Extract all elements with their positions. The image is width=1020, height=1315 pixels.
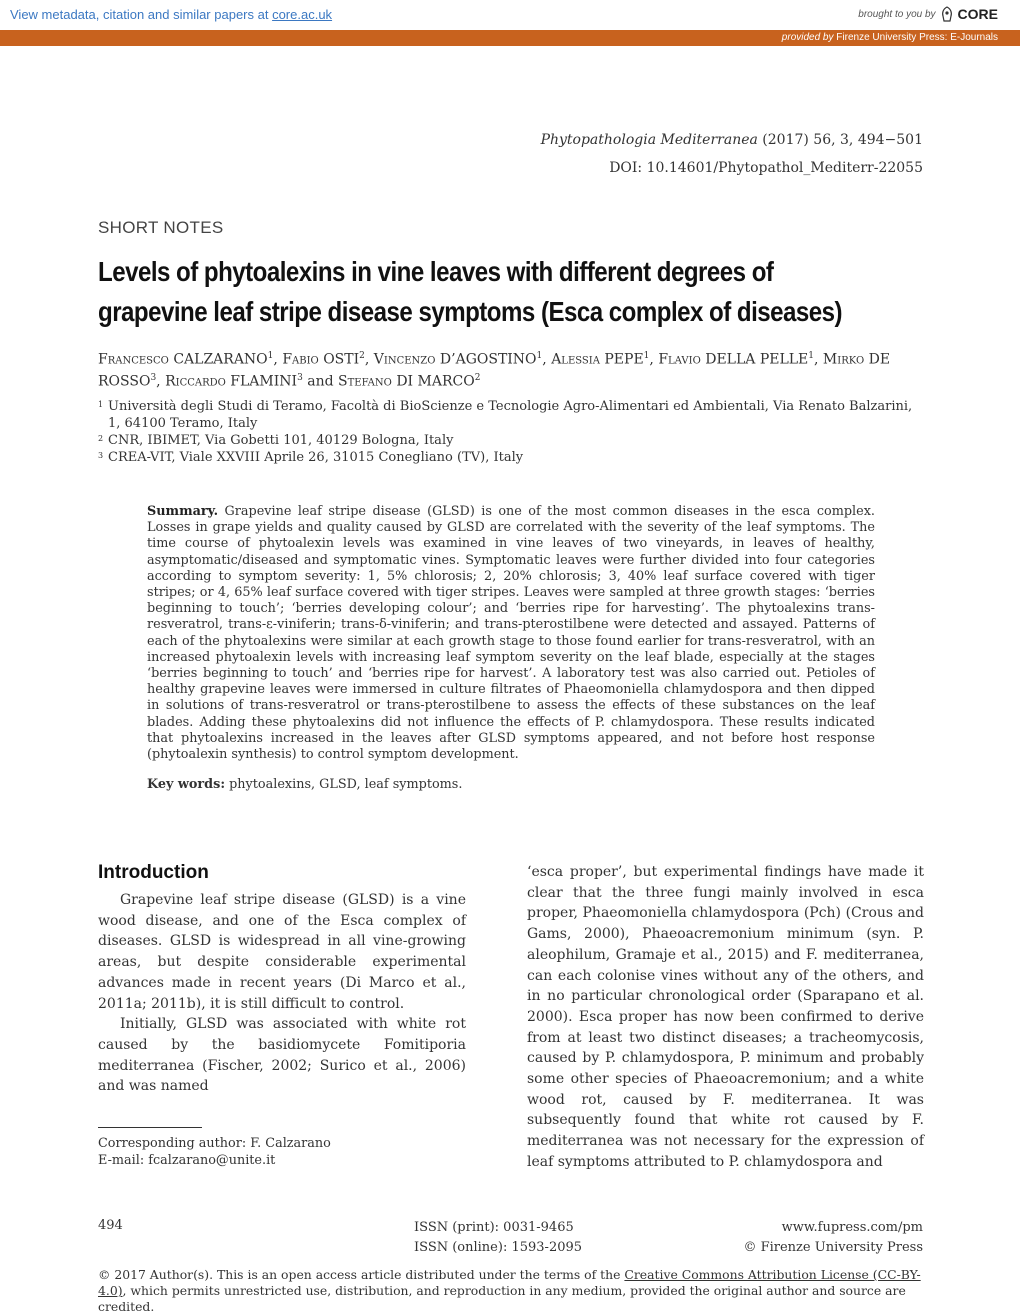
introduction-heading: Introduction bbox=[98, 862, 209, 883]
core-label: CORE bbox=[957, 6, 998, 22]
paragraph: Initially, GLSD was associated with white rot caused by the basidiomycete Fomitiporia mediterranea (Fischer, 2002; Surico et al., 2006) and was named bbox=[98, 1016, 466, 1095]
author-last: DE ROSSO bbox=[98, 351, 891, 390]
core-link-prefix: View metadata, citation and similar papers at bbox=[10, 7, 273, 22]
issn-block bbox=[414, 1218, 582, 1258]
core-logo-icon bbox=[940, 6, 954, 22]
affiliation-item bbox=[98, 432, 928, 449]
introduction-body-right bbox=[527, 862, 924, 1173]
core-provided-by[interactable] bbox=[782, 32, 998, 43]
author-first: Francesco bbox=[98, 351, 169, 368]
issn-online: ISSN (online): 1593-2095 bbox=[414, 1240, 583, 1255]
publisher-block bbox=[743, 1218, 923, 1258]
corresponding-author: Corresponding author: F. Calzarano bbox=[98, 1136, 331, 1151]
author-aff: 1 bbox=[267, 351, 274, 361]
author-list: Francesco CALZARANO$^1$, Fabio OSTI$^2$, Vincenzo D’AGOSTINO$^1$, Alessia PEPE$^1$, Flavio DELLA PELLE$^1$, Mirko DE ROSSO$^3$, Riccardo FLAMINI$^3$ and Stefano DI MARCO$^2$ bbox=[98, 351, 891, 390]
author-aff: 1 bbox=[643, 351, 650, 361]
affiliation-num: 1 bbox=[98, 400, 104, 409]
keywords bbox=[147, 777, 875, 792]
author-aff: 2 bbox=[359, 351, 365, 361]
affiliation-text: Università degli Studi di Teramo, Facoltà di BioScienze e Tecnologie Agro-Alimentari ed Ambientali, Via Renato Balzarini, 1, 64100 Teramo, Italy bbox=[108, 399, 913, 431]
keywords-text: phytoalexins, GLSD, leaf symptoms. bbox=[225, 777, 463, 792]
author-last: PEPE bbox=[604, 351, 644, 368]
summary-text: Grapevine leaf stripe disease (GLSD) is one of the most common diseases in the esca complex. Losses in grape yields and quality caused by GLSD are correlated with the severity of the leaf symptoms. The time course of phytoalexin levels was examined in vine leaves of two vineyards, in leaves of healthy, asymptomatic/diseased and symptomatic vines. Symptomatic leaves were further divided into four categories according to symptom severity: 1, 5% chlorosis; 2, 20% chlorosis; 3, 40% leaf surface covered with tiger stripes; or 4, 65% leaf surface covered with tiger stripes. Leaves were sampled at three growth stages: ‘berries beginning to touch’; ‘berries developing colour’; and ‘berries ripe for harvesting’. The phytoalexins trans-resveratrol, trans-ε-viniferin; trans-δ-viniferin; and trans-pterostilbene were detected and assayed. Patterns of each of the phytoalexins were similar at each growth stage to those found earlier for trans-resveratrol, with an increased phytoalexin levels with increasing leaf symptom severity on the leaf blade, especially at the stages ‘berries beginning to touch’ and ‘berries ripe for harvest’. A laboratory test was also carried out. Petioles of healthy grapevine leaves were immersed in culture filtrates of Phaeomoniella chlamydospora and then dipped in solutions of trans-resveratrol or trans-pterostilbene to assess the effects of these substances on the leaf blades. Adding these phytoalexins did not influence the effects of P. chlamydospora. These results indicated that phytoalexins increased in the leaves after GLSD symptoms appeared, and not before host response (phytoalexin synthesis) to control symptom development. bbox=[147, 504, 875, 763]
author-last: FLAMINI bbox=[230, 373, 298, 390]
author-first: Vincenzo bbox=[373, 351, 436, 368]
affiliation-text: CREA-VIT, Viale XXVIII Aprile 26, 31015 Conegliano (TV), Italy bbox=[108, 450, 524, 465]
author-aff: 1 bbox=[808, 351, 815, 361]
journal-doi: DOI: 10.14601/Phytopathol_Mediterr-22055 bbox=[609, 160, 923, 176]
author-last: OSTI bbox=[323, 351, 360, 368]
affiliation-item bbox=[98, 398, 928, 432]
issn-print: ISSN (print): 0031-9465 bbox=[414, 1220, 574, 1235]
affiliations bbox=[98, 398, 928, 466]
keywords-label: Key words: bbox=[147, 777, 226, 792]
title-line-1: Levels of phytoalexins in vine leaves with different degrees of bbox=[98, 256, 774, 287]
author-first: Alessia bbox=[551, 351, 600, 368]
author-first: Riccardo bbox=[165, 373, 226, 390]
left-column bbox=[98, 862, 466, 1097]
corresponding-author-footnote bbox=[98, 1136, 331, 1169]
page-number: 494 bbox=[98, 1218, 123, 1233]
affiliation-num: 3 bbox=[98, 451, 104, 460]
affiliation-num: 2 bbox=[98, 434, 104, 443]
section-label: SHORT NOTES bbox=[98, 218, 224, 237]
license-notice bbox=[98, 1267, 924, 1315]
abstract-summary bbox=[147, 504, 875, 763]
affiliation-text: CNR, IBIMET, Via Gobetti 101, 40129 Bologna, Italy bbox=[108, 433, 454, 448]
affiliation-item bbox=[98, 449, 928, 466]
license-link[interactable]: Creative Commons Attribution License (CC-BY-4.0) bbox=[98, 1267, 921, 1298]
author-aff: 3 bbox=[150, 372, 157, 383]
brought-by-label: brought to you by bbox=[858, 8, 936, 20]
journal-citation-rest: (2017) 56, 3, 494−501 bbox=[757, 132, 923, 148]
paragraph: ‘esca proper’, but experimental findings have made it clear that the three fungi mainly involved in esca proper, Phaeomoniella chlamydospora (Pch) (Crous and Gams, 2000), Phaeoacremonium minimum (syn. P. aleophilum, Gramaje et al., 2015) and F. mediterranea, can each colonise vines without any of the others, and in no particular chronological order (Sparapano et al. 2000). Esca proper has now been confirmed to derive from at least two distinct diseases; a tracheomycosis, caused by P. chlamydospora, P. minimum and probably some other species of Phaeoacremonium; and a white wood rot, caused by F. mediterranea. It was subsequently found that white rot caused by F. mediterranea was not necessary for the expression of leaf symptoms attributed to P. chlamydospora and bbox=[527, 864, 924, 1170]
publisher-name: © Firenze University Press bbox=[743, 1240, 923, 1255]
core-brought-by[interactable] bbox=[858, 6, 998, 22]
author-last: D’AGOSTINO bbox=[439, 351, 537, 368]
authors-and: and bbox=[307, 373, 334, 390]
journal-name: Phytopathologia Mediterranea bbox=[540, 132, 758, 148]
publisher-website[interactable]: www.fupress.com/pm bbox=[781, 1220, 923, 1235]
author-last: DELLA PELLE bbox=[705, 351, 809, 368]
author-aff: 1 bbox=[536, 351, 543, 361]
core-metadata-link[interactable] bbox=[10, 7, 332, 22]
author-last: DI MARCO bbox=[396, 373, 475, 390]
article-title bbox=[98, 252, 843, 332]
author-first: Mirko bbox=[822, 351, 865, 368]
author-last: CALZARANO bbox=[173, 351, 268, 368]
journal-citation bbox=[541, 132, 923, 148]
right-column bbox=[527, 862, 924, 1173]
corresponding-email: E-mail: fcalzarano@unite.it bbox=[98, 1152, 276, 1168]
author-first: Stefano bbox=[338, 373, 392, 390]
provided-by-text: Firenze University Press: E-Journals bbox=[836, 32, 998, 43]
license-suffix: , which permits unrestricted use, distribution, and reproduction in any medium, provided the original author and source are credited. bbox=[98, 1283, 906, 1314]
introduction-body-left bbox=[98, 890, 466, 1097]
author-aff: 3 bbox=[297, 372, 303, 383]
author-first: Fabio bbox=[282, 351, 319, 368]
title-line-2: grapevine leaf stripe disease symptoms (Esca complex of diseases) bbox=[98, 296, 843, 327]
author-first: Flavio bbox=[658, 351, 701, 368]
provided-by-prefix: provided by bbox=[781, 32, 834, 43]
author-aff: 2 bbox=[474, 372, 481, 383]
summary-label: Summary. bbox=[147, 504, 219, 519]
core-link-text[interactable]: core.ac.uk bbox=[272, 7, 333, 22]
paragraph: Grapevine leaf stripe disease (GLSD) is a vine wood disease, and one of the Esca complex of diseases. GLSD is widespread in all vine-growing areas, but despite considerable experimental advances made in recent years (Di Marco et al., 2011a; 2011b), it is still difficult to control. bbox=[98, 892, 466, 1012]
footnote-divider bbox=[98, 1127, 202, 1128]
license-prefix: © 2017 Author(s). This is an open access article distributed under the terms of the bbox=[98, 1267, 625, 1282]
